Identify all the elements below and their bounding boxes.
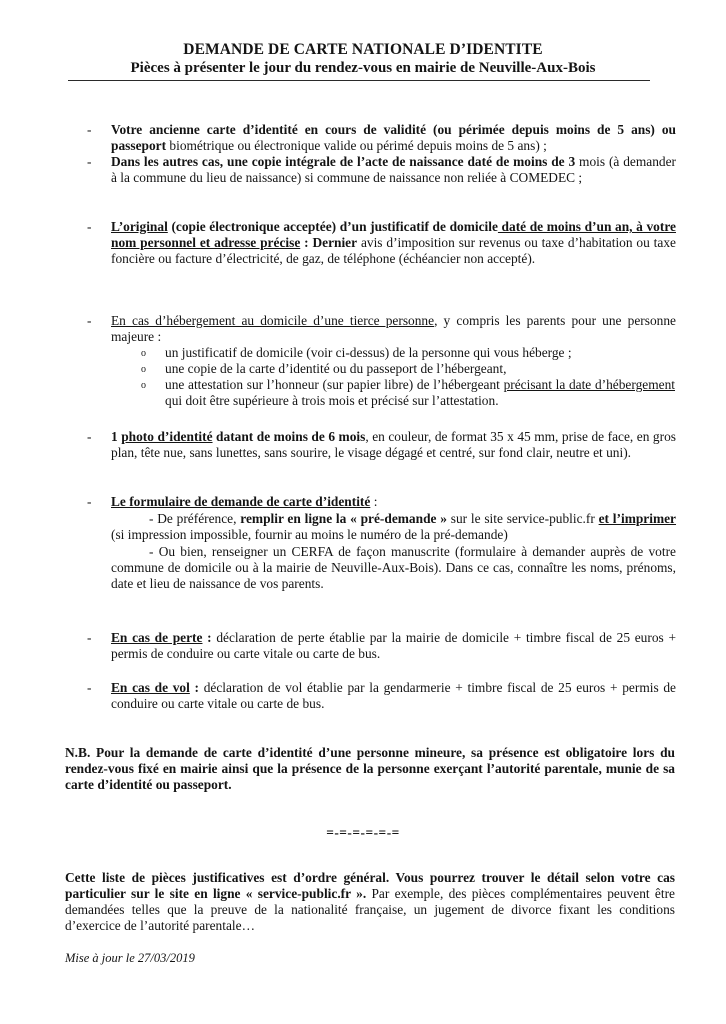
item-domicile-text: avis d’imposition sur revenus ou taxe d’habitation ou taxe foncière ou facture d’électricité, de gaz, de téléphone (échéancier non accepté). — [111, 235, 676, 266]
nb-note: N.B. Pour la demande de carte d’identité d’une personne mineure, sa présence est obligatoire lors du rendez-vous fixé en mairie ainsi que la présence de la personne exerçant l’autorité parentale, munie de sa carte d’identité ou passeport. — [65, 745, 675, 792]
item-hosting — [111, 313, 676, 345]
item-hosting-text: , y compris les parents pour une personne majeure : — [111, 313, 676, 344]
item-id-card-bold: Votre ancienne carte d’identité en cours de validité (ou périmée depuis moins de 5 ans) ou passeport — [111, 122, 676, 153]
bullet-dash: - — [87, 122, 92, 137]
hosting-sub-3 — [165, 377, 675, 409]
sub-bullet-circle: o — [141, 364, 146, 375]
item-domicile-original: L’original — [111, 219, 168, 234]
hosting-sub-3-text-end: qui doit être supérieure à trois mois et précisé sur l’attestation. — [165, 393, 499, 408]
form-option-a-text-2: sur le site service-public.fr — [446, 511, 599, 526]
item-loss-heading: En cas de perte — [111, 630, 203, 645]
item-id-card — [111, 122, 676, 154]
sub-bullet-circle: o — [141, 348, 146, 359]
item-form-colon: : — [370, 494, 378, 509]
item-theft-heading: En cas de vol — [111, 680, 190, 695]
item-domicile-date: daté de moins d’un an, à votre nom personnel et adresse précise — [111, 219, 676, 250]
item-theft-colon: : — [189, 680, 200, 695]
item-theft-text: déclaration de vol établie par la gendarmerie + timbre fiscal de 25 euros + permis de conduire ou carte vitale ou carte de bus. — [111, 680, 677, 711]
hosting-sub-3-underlined: précisant la date d’hébergement — [503, 377, 676, 392]
footer-text: Par exemple, des pièces complémentaires peuvent être demandées telles que la preuve de la nationalité française, un jugement de divorce fixant les conditions d’exercice de l’autorité parentale… — [65, 886, 675, 933]
item-birth-cert-bold: Dans les autres cas, une copie intégrale de l’acte de naissance daté de moins de 3 — [111, 154, 576, 169]
item-loss-text: déclaration de perte établie par la mairie de domicile + timbre fiscal de 25 euros + permis de conduire ou carte vitale ou carte de bus. — [111, 630, 676, 661]
hosting-sub-3-text: une attestation sur l’honneur (sur papier libre) de l’hébergeant — [165, 377, 504, 392]
bullet-dash: - — [87, 154, 92, 169]
item-photo — [111, 429, 676, 461]
item-theft — [111, 680, 676, 712]
bullet-dash: - — [87, 630, 92, 645]
bullet-dash: - — [87, 680, 92, 695]
item-form — [111, 494, 676, 510]
form-option-a-text: - De préférence, — [149, 511, 241, 526]
sub-bullet-circle: o — [141, 380, 146, 391]
form-option-a-text-3: (si impression impossible, fournir au moins le numéro de la pré-demande) — [111, 527, 508, 542]
item-birth-cert — [111, 154, 676, 186]
bullet-dash: - — [87, 494, 92, 509]
header-rule — [68, 80, 650, 81]
footer-bold: Cette liste de pièces justificatives est d’ordre général. Vous pourrez trouver le détail selon votre cas particulier sur le site en ligne « service-public.fr ». — [65, 870, 675, 901]
document-subtitle: Pièces à présenter le jour du rendez-vous en mairie de Neuville-Aux-Bois — [130, 60, 596, 76]
item-photo-bold: datant de moins de 6 mois — [212, 429, 366, 444]
hosting-sub-2: une copie de la carte d’identité ou du passeport de l’hébergeant, — [165, 361, 507, 376]
item-birth-cert-text: mois (à demander à la commune du lieu de naissance) si commune de naissance non reliée à COMEDEC ; — [111, 154, 677, 185]
bullet-dash: - — [87, 313, 92, 328]
separator: =-=-=-=-=-= — [326, 825, 400, 840]
hosting-sub-1: un justificatif de domicile (voir ci-dessus) de la personne qui vous héberge ; — [165, 345, 572, 360]
update-date: Mise à jour le 27/03/2019 — [65, 951, 195, 965]
item-loss-colon: : — [202, 630, 212, 645]
item-form-option-a — [111, 511, 676, 543]
item-photo-text: , en couleur, de format 35 x 45 mm, prise de face, en gros plan, tête nue, sans lunettes, sans sourire, le visage dégagé et centré, sur fond clair, neutre et uni). — [111, 429, 676, 460]
footer-note — [65, 870, 675, 934]
item-form-option-b: - Ou bien, renseigner un CERFA de façon manuscrite (formulaire à demander auprès de votre commune de domicile ou à la mairie de Neuville-Aux-Bois). Dans ce cas, connaître les noms, prénoms, date et lieu de naissance de vos parents. — [111, 544, 676, 591]
item-id-card-text: biométrique ou électronique valide ou périmé depuis moins de 5 ans) ; — [166, 138, 547, 153]
form-option-a-print: et l’imprimer — [598, 511, 677, 526]
item-domicile — [111, 219, 676, 267]
item-loss — [111, 630, 676, 662]
item-domicile-bold-2: : Dernier — [300, 235, 358, 250]
bullet-dash: - — [87, 219, 92, 234]
bullet-dash: - — [87, 429, 92, 444]
item-domicile-bold: (copie électronique acceptée) d’un justificatif de domicile — [167, 219, 498, 234]
item-photo-heading: photo d’identité — [121, 429, 213, 444]
item-form-heading: Le formulaire de demande de carte d’identité — [111, 494, 371, 509]
form-option-a-bold: remplir en ligne la « pré-demande » — [240, 511, 447, 526]
document-title: DEMANDE DE CARTE NATIONALE D’IDENTITE — [183, 41, 543, 58]
item-hosting-heading: En cas d’hébergement au domicile d’une tierce personne — [111, 313, 435, 328]
item-photo-count: 1 — [111, 429, 122, 444]
